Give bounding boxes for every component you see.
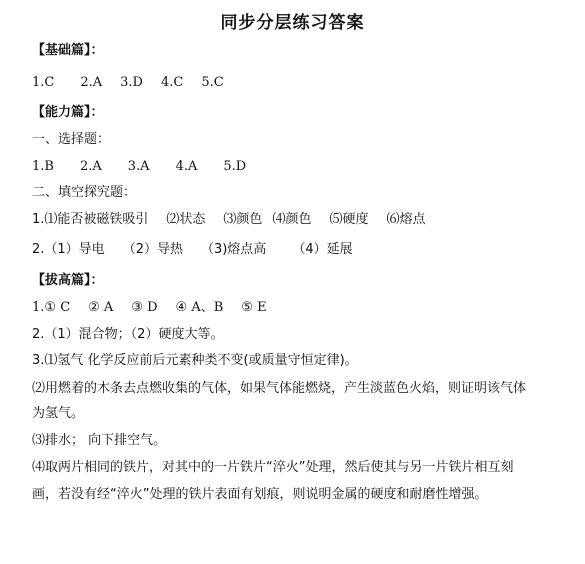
choice-answer-4: 4.A: [175, 159, 198, 174]
advanced-q3-line4: ⑶排水； 向下排空气。: [32, 433, 167, 448]
advanced-q2: 2.（1）混合物；（2）硬度大等。: [32, 327, 224, 342]
choice-answer-5: 5.D: [223, 159, 247, 174]
fill-q1-part-4: ⑷颜色: [272, 212, 312, 227]
choice-answer-2: 2.A: [79, 159, 102, 174]
advanced-q3-line2: ⑵用燃着的木条去点燃收集的气体，如果气体能燃烧，产生淡蓝色火焰，则证明该气体: [32, 381, 527, 396]
fill-q2-part-3: （3)熔点高: [200, 242, 267, 257]
choice-answer-1: 1.B: [32, 159, 54, 174]
choice-answer-3: 3.A: [127, 159, 150, 174]
advanced-q3-line1: 3.⑴氢气 化学反应前后元素种类不变(或质量守恒定律)。: [32, 353, 358, 368]
basic-heading: 【基础篇】：: [32, 43, 104, 58]
fill-q1-part-3: ⑶颜色: [223, 212, 263, 227]
advanced-q1-part-1: 1.① C: [32, 300, 71, 315]
basic-answers: [32, 74, 224, 92]
advanced-q1-part-2: ② A: [88, 300, 114, 315]
advanced-q1: [32, 299, 267, 317]
choice-answers: [32, 158, 246, 176]
fill-q2-part-4: （4）延展: [292, 242, 353, 257]
fill-q1-part-6: ⑹熔点: [386, 212, 426, 227]
basic-answer-4: 4.C: [160, 75, 184, 90]
fill-q2-part-1: 2.（1）导电: [32, 242, 105, 257]
fill-label: 二、填空探究题：: [32, 185, 137, 200]
advanced-q1-part-3: ③ D: [131, 300, 158, 315]
basic-answer-5: 5.C: [201, 75, 224, 90]
advanced-q3-line5: ⑷取两片相同的铁片，对其中的一片铁片“淬火”处理，然后使其与另一片铁片相互刻: [32, 460, 514, 475]
basic-answer-3: 3.D: [120, 75, 143, 90]
advanced-q3-line6: 画，若没有经“淬火”处理的铁片表面有划痕，则说明金属的硬度和耐磨性增强。: [32, 487, 488, 502]
fill-q1-part-1: 1.⑴能否被磁铁吸引: [32, 212, 149, 227]
advanced-q1-part-5: ⑤ E: [241, 300, 267, 315]
ability-heading: 【能力篇】：: [32, 105, 104, 120]
basic-answer-2: 2.A: [80, 75, 103, 90]
advanced-q1-part-4: ④ A、B: [175, 300, 224, 315]
advanced-heading: 【拔高篇】：: [32, 273, 104, 288]
fill-q2: [32, 241, 353, 259]
choice-label: 一、选择题：: [32, 132, 111, 147]
fill-q1-part-2: ⑵状态: [166, 212, 206, 227]
advanced-q3-line3: 为氢气。: [32, 406, 85, 421]
page-title: 同步分层练习答案: [220, 13, 365, 33]
fill-q2-part-2: （2）导热: [122, 242, 183, 257]
basic-answer-1: 1.C: [32, 75, 55, 90]
fill-q1: [32, 211, 425, 229]
fill-q1-part-5: ⑸硬度: [329, 212, 369, 227]
